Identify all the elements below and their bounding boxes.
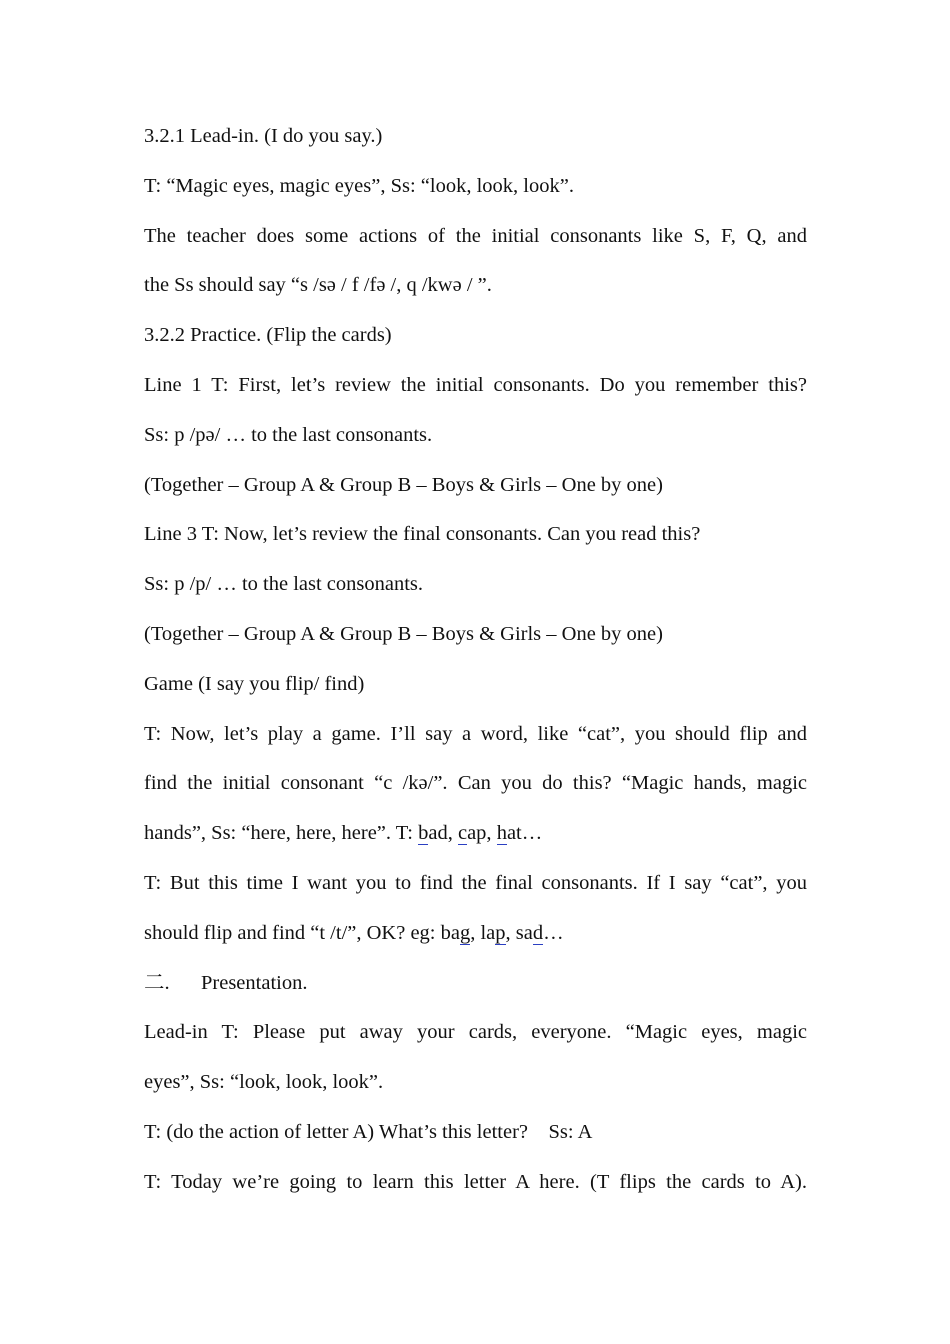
text-line: T: Now, let’s play a game. I’ll say a word, like “cat”, you should flip and [144, 722, 807, 745]
text-span: … [543, 921, 564, 944]
text-span: , la [470, 921, 496, 944]
document-page [144, 112, 807, 1208]
section-title: Presentation. [201, 971, 308, 994]
underlined-letter: g [459, 921, 471, 944]
text-line: Line 1 T: First, let’s review the initial consonants. Do you remember this? [144, 373, 807, 396]
text-span: ap, [467, 822, 497, 845]
text-line: Line 3 T: Now, let’s review the final consonants. Can you read this? [144, 523, 701, 546]
text-line [144, 809, 807, 859]
text-span: at… [506, 822, 543, 845]
text-span: hands”, Ss: “here, here, here”. T: [144, 822, 419, 845]
text-line: Ss: p /p/ … to the last consonants. [144, 573, 424, 596]
text-line: eyes”, Ss: “look, look, look”. [144, 1071, 384, 1094]
text-line: T: But this time I want you to find the final consonants. If I say “cat”, you [144, 871, 807, 894]
text-line: Lead-in T: Please put away your cards, everyone. “Magic eyes, magic [144, 1021, 807, 1044]
section-heading [144, 959, 807, 1009]
text-line: T: “Magic eyes, magic eyes”, Ss: “look, look, look”. [144, 174, 574, 197]
underlined-letter: c [457, 822, 468, 845]
underlined-letter: p [495, 921, 506, 944]
text-line: Ss: p /pə/ … to the last consonants. [144, 423, 433, 446]
text-line: The teacher does some actions of the initial consonants like S, F, Q, and [144, 224, 807, 247]
lead-in-heading: 3.2.1 Lead-in. (I do you say.) [144, 125, 383, 147]
text-line [144, 909, 807, 959]
game-heading: Game (I say you flip/ find) [144, 672, 365, 695]
text-line: T: Today we’re going to learn this letter A here. (T flips the cards to A). [144, 1170, 807, 1193]
underlined-letter: h [496, 822, 507, 845]
section-number: 二. [144, 971, 170, 994]
text-line: find the initial consonant “c /kə/”. Can you do this? “Magic hands, magic [144, 772, 807, 795]
underlined-letter: d [532, 921, 544, 944]
text-line: (Together – Group A & Group B – Boys & Girls – One by one) [144, 622, 663, 645]
text-span: should flip and find “t /t/”, OK? eg: ba [144, 921, 460, 944]
underlined-letter: b [418, 822, 429, 845]
text-line: (Together – Group A & Group B – Boys & Girls – One by one) [144, 473, 663, 496]
practice-heading: 3.2.2 Practice. (Flip the cards) [144, 324, 392, 347]
text-span: , sa [505, 921, 533, 944]
text-line: the Ss should say “s /sə / f /fə /, q /kwə / ”. [144, 274, 492, 297]
text-span: ad, [428, 822, 458, 845]
text-line: T: (do the action of letter A) What’s this letter? Ss: A [144, 1120, 593, 1143]
